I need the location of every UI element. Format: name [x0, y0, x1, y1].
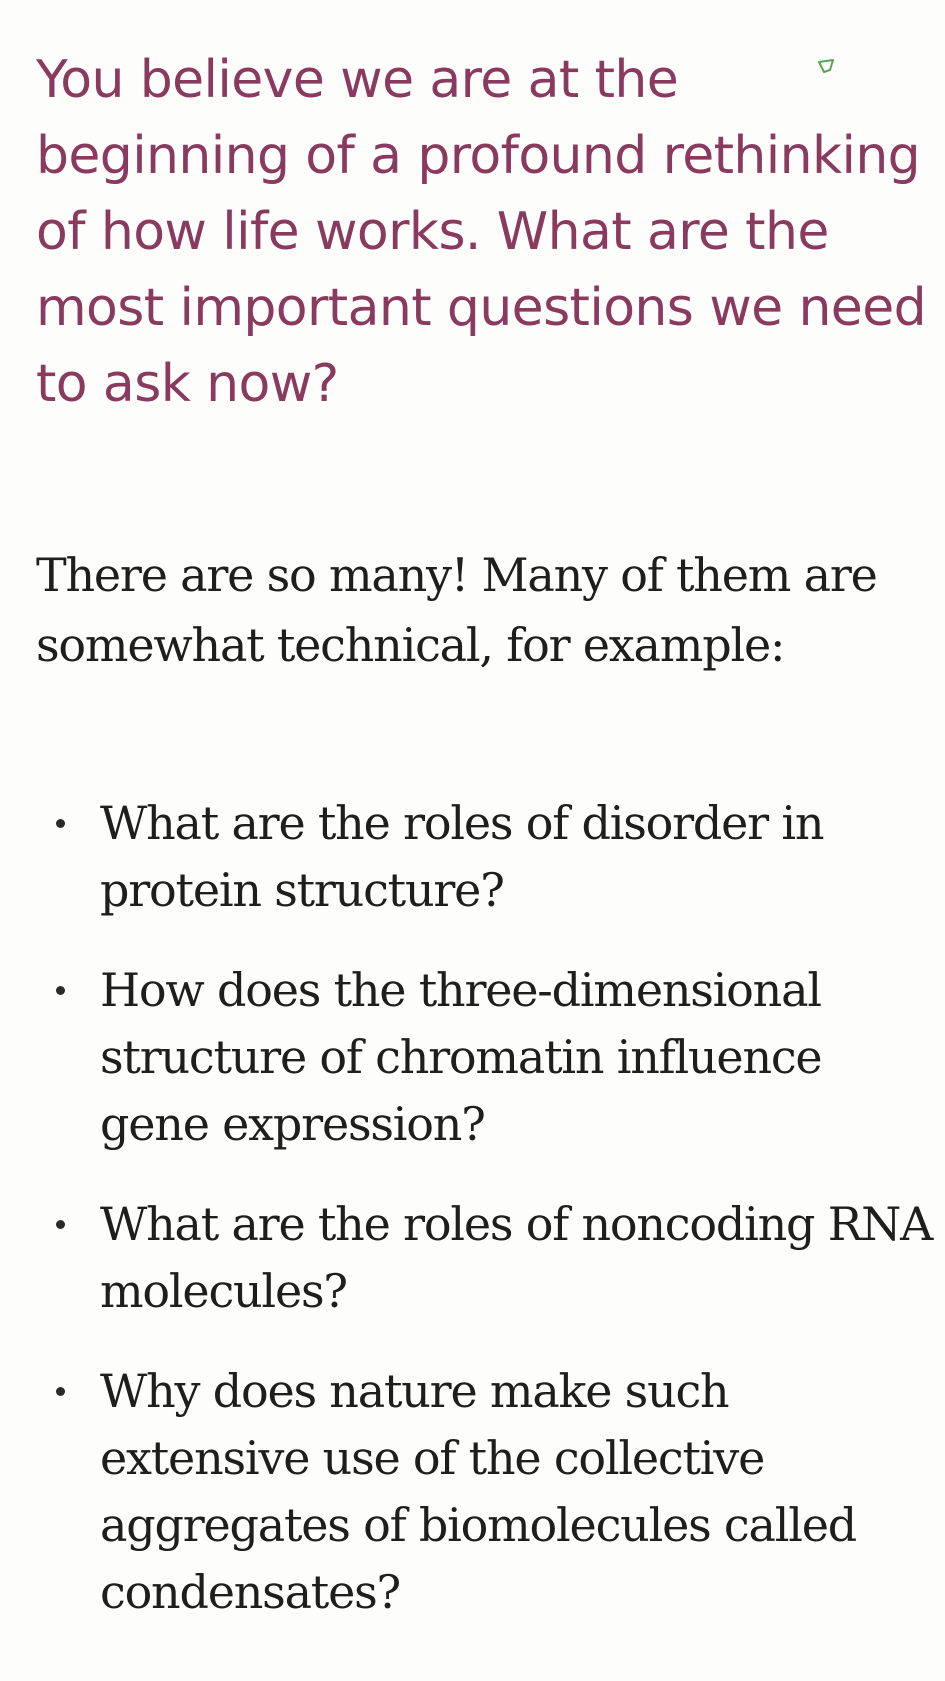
list-item-text: Why does nature make such extensive use of the collective aggregates of biomolecules called condensates? [100, 1364, 857, 1619]
list-item [36, 1191, 936, 1325]
interview-question: You believe we are at the beginning of a profound rethinking of how life works. What are the most important questions we need to ask now? [36, 50, 926, 414]
bullet-dot-icon [56, 986, 65, 995]
answer-intro: There are so many! Many of them are somewhat technical, for example: [36, 548, 877, 672]
list-item [36, 957, 936, 1158]
list-item-text: What are the roles of disorder in protein structure? [100, 796, 824, 917]
bullet-dot-icon [56, 1387, 65, 1396]
bullet-dot-icon [56, 1220, 65, 1229]
list-item [36, 1358, 936, 1626]
list-item [36, 790, 936, 924]
list-item-text: How does the three-dimensional structure of chromatin influence gene expression? [100, 963, 822, 1151]
bullet-dot-icon [56, 819, 65, 828]
list-item-text: What are the roles of noncoding RNA molecules? [100, 1197, 933, 1318]
questions-list [36, 790, 936, 1659]
